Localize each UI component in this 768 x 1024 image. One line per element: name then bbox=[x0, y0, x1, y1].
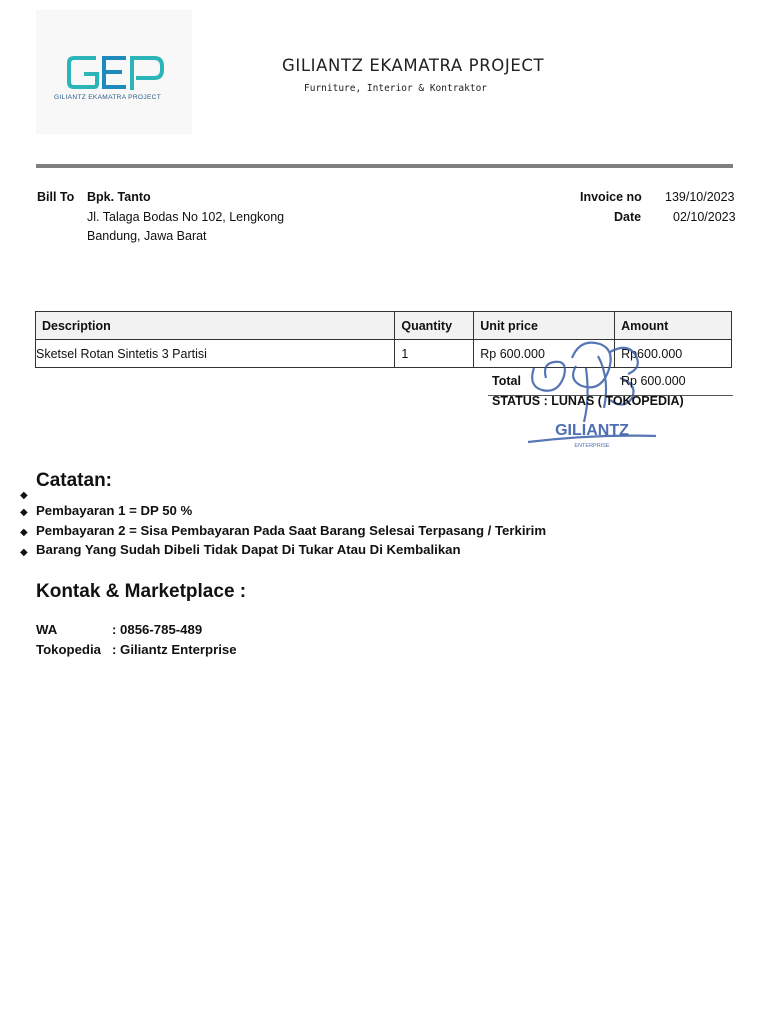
bill-to-label: Bill To bbox=[37, 190, 75, 204]
gep-logo-icon bbox=[66, 54, 166, 94]
note-item: Pembayaran 2 = Sisa Pembayaran Pada Saat Barang Selesai Terpasang / Terkirim bbox=[36, 523, 547, 538]
invoice-date: 02/10/2023 bbox=[673, 210, 736, 224]
invoice-date-label: Date bbox=[614, 210, 642, 224]
invoice-number-label: Invoice no bbox=[580, 190, 642, 204]
customer-address-line1: Jl. Talaga Bodas No 102, Lengkong bbox=[87, 210, 285, 224]
bullet-icon: ◆ bbox=[20, 490, 28, 501]
company-name: GILIANTZ EKAMATRA PROJECT bbox=[282, 56, 545, 75]
total-value: Rp 600.000 bbox=[621, 374, 686, 388]
logo-caption: GILIANTZ EKAMATRA PROJECT bbox=[54, 94, 162, 101]
invoice-number: 139/10/2023 bbox=[665, 190, 735, 204]
company-logo bbox=[36, 10, 192, 134]
wa-value: : 0856-785-489 bbox=[112, 622, 203, 637]
col-header-unit-price: Unit price bbox=[474, 312, 615, 340]
wa-label: WA bbox=[36, 622, 58, 637]
header-divider bbox=[36, 164, 733, 168]
total-label: Total bbox=[492, 374, 521, 388]
stamp-subtext: ENTERPRISE bbox=[574, 443, 610, 449]
contact-heading: Kontak & Marketplace : bbox=[36, 581, 247, 602]
cell-quantity: 1 bbox=[395, 340, 474, 368]
note-item: Barang Yang Sudah Dibeli Tidak Dapat Di Tukar Atau Di Kembalikan bbox=[36, 542, 461, 557]
stamp-text: GILIANTZ bbox=[555, 422, 629, 439]
notes-heading: Catatan: bbox=[36, 470, 113, 491]
table-header-row bbox=[36, 312, 732, 340]
note-item: Pembayaran 1 = DP 50 % bbox=[36, 503, 193, 518]
col-header-amount: Amount bbox=[615, 312, 732, 340]
col-header-quantity: Quantity bbox=[395, 312, 474, 340]
tokopedia-value: : Giliantz Enterprise bbox=[112, 642, 237, 657]
payment-status: STATUS : LUNAS ( TOKOPEDIA) bbox=[492, 394, 684, 408]
bullet-icon: ◆ bbox=[20, 547, 28, 558]
cell-description: Sketsel Rotan Sintetis 3 Partisi bbox=[36, 340, 395, 368]
customer-address-line2: Bandung, Jawa Barat bbox=[87, 229, 207, 243]
cell-unit-price: Rp 600.000 bbox=[474, 340, 615, 368]
company-tagline: Furniture, Interior & Kontraktor bbox=[304, 83, 488, 94]
customer-name: Bpk. Tanto bbox=[87, 190, 151, 204]
col-header-description: Description bbox=[36, 312, 395, 340]
tokopedia-label: Tokopedia bbox=[36, 642, 101, 657]
cell-amount: Rp600.000 bbox=[615, 340, 732, 368]
bullet-icon: ◆ bbox=[20, 507, 28, 518]
bullet-icon: ◆ bbox=[20, 527, 28, 538]
